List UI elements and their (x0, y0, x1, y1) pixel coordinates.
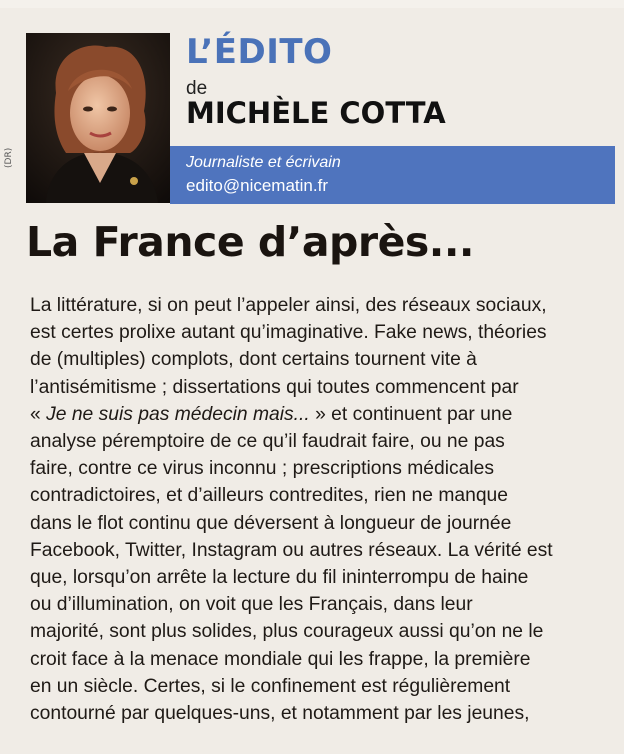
italic-quote: Je ne suis pas médecin mais... (46, 403, 310, 425)
article-line: La littérature, si on peut l’appeler ainsi, des réseaux sociaux, (30, 295, 547, 316)
article-line: que, lorsqu’on arrête la lecture du fil ininterrompu de haine (30, 567, 529, 589)
article-line: ou d’illumination, on voit que les Français, dans leur (30, 594, 473, 616)
quote-close: » et continuent par une (309, 403, 513, 425)
article-line: analyse péremptoire de ce qu’il faudrait faire, ou ne pas (30, 431, 505, 453)
section-kicker: L’ÉDITO (186, 32, 333, 72)
photo-credit: (DR) (4, 147, 14, 168)
article-line: l’antisémitisme ; dissertations qui toutes commencent par (30, 376, 519, 398)
author-portrait (26, 33, 170, 203)
article-line: est certes prolixe autant qu’imaginative. Fake news, théories (30, 322, 547, 344)
author-name: MICHÈLE COTTA (186, 96, 446, 130)
article-line: faire, contre ce virus inconnu ; prescriptions médicales (30, 458, 495, 480)
author-info-bar (170, 146, 615, 204)
article-line: croit face à la menace mondiale qui les frappe, la première (30, 648, 531, 670)
article-headline: La France d’après... (26, 218, 475, 266)
article-line: majorité, sont plus solides, plus courageux aussi qu’on ne le (30, 621, 544, 643)
article-line: en un siècle. Certes, si le confinement est régulièrement (30, 675, 511, 697)
author-portrait-image (26, 33, 170, 203)
author-email[interactable]: edito@nicematin.fr (186, 176, 328, 195)
top-margin (0, 0, 624, 8)
article-line: contradictoires, et d’ailleurs contredites, rien ne manque (30, 485, 509, 507)
quote-open: « (30, 403, 47, 425)
article-line: contourné par quelques-uns, et notamment par les jeunes, (30, 703, 530, 725)
author-role: Journaliste et écrivain (186, 154, 341, 171)
article-line: dans le flot continu que déversent à longueur de journée (30, 512, 512, 534)
article-line (30, 401, 620, 428)
article-line: de (multiples) complots, dont certains tournent vite à (30, 349, 477, 371)
article-body (30, 292, 620, 727)
byline-prefix: de (186, 78, 208, 99)
article-line: Facebook, Twitter, Instagram ou autres réseaux. La vérité est (30, 539, 553, 561)
